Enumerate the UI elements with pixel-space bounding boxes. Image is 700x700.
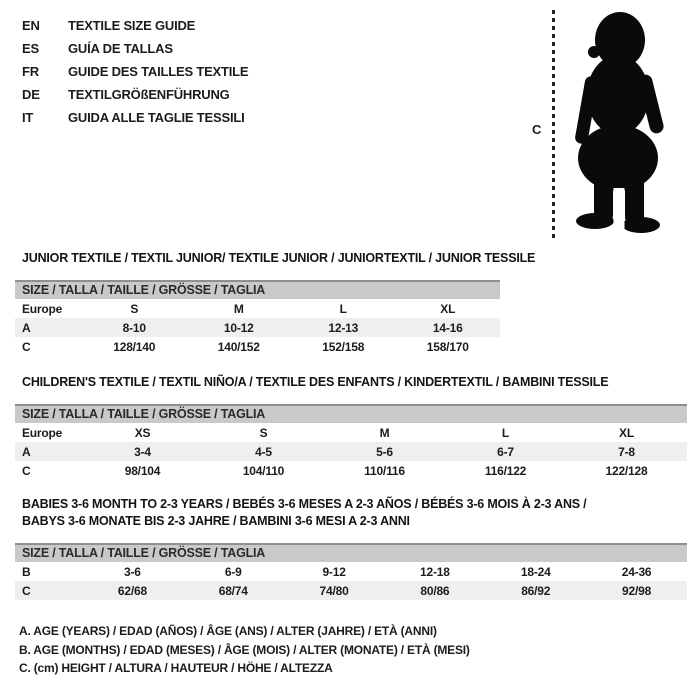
size-cell: 9-12 — [322, 564, 346, 579]
table-row — [15, 442, 687, 461]
size-cell: XL — [619, 425, 634, 440]
language-row — [22, 60, 248, 83]
table-row — [15, 318, 500, 337]
height-dotted-line-icon — [552, 10, 555, 242]
language-title: GUIDE DES TAILLES TEXTILE — [68, 64, 249, 79]
size-cell: S — [259, 425, 268, 440]
size-cell: 6-9 — [224, 564, 242, 579]
language-code: FR — [22, 64, 39, 79]
size-table — [15, 423, 687, 480]
size-cell: S — [130, 301, 139, 316]
size-cell: 80/86 — [420, 583, 450, 598]
size-section — [15, 250, 536, 356]
size-cell: M — [233, 301, 244, 316]
size-cell: 116/122 — [484, 463, 527, 478]
row-label: B — [22, 564, 31, 579]
language-code: ES — [22, 41, 39, 56]
size-cell: 122/128 — [605, 463, 648, 478]
size-cell: 158/170 — [426, 339, 469, 354]
size-cell: 128/140 — [113, 339, 156, 354]
size-cell: 74/80 — [319, 583, 349, 598]
size-cell: 62/68 — [117, 583, 147, 598]
language-title: GUIDA ALLE TAGLIE TESSILI — [68, 110, 245, 125]
size-section — [15, 496, 687, 600]
section-title-line2: BABYS 3-6 MONATE BIS 2-3 JAHRE / BAMBINI 3-6 MESI A 2-3 ANNI — [22, 514, 410, 528]
language-row — [22, 14, 248, 37]
size-cell: 10-12 — [223, 320, 254, 335]
size-cell: 4-5 — [255, 444, 272, 459]
language-title: TEXTILE SIZE GUIDE — [68, 18, 196, 33]
section-title: BABIES 3-6 MONTH TO 2-3 YEARS / BEBÉS 3-6 MESES A 2-3 AÑOS / BÉBÉS 3-6 MOIS À 2-3 ANS / — [22, 497, 587, 511]
size-cell: XS — [134, 425, 151, 440]
size-cell: 98/104 — [124, 463, 161, 478]
language-title: TEXTILGRÖßENFÜHRUNG — [68, 87, 230, 102]
table-row — [15, 423, 687, 442]
size-table — [15, 562, 687, 600]
size-cell: 12-13 — [328, 320, 359, 335]
size-section — [15, 374, 687, 480]
size-cell: 92/98 — [622, 583, 652, 598]
size-cell: 24-36 — [621, 564, 652, 579]
baby-silhouette-icon — [562, 10, 674, 235]
size-cell: 104/110 — [242, 463, 285, 478]
size-header-bar: SIZE / TALLA / TAILLE / GRÖSSE / TAGLIA — [15, 404, 687, 423]
language-code: DE — [22, 87, 40, 102]
language-row — [22, 83, 248, 106]
size-cell: 68/74 — [218, 583, 248, 598]
size-cell: 6-7 — [497, 444, 514, 459]
table-row — [15, 461, 687, 480]
table-row — [15, 299, 500, 318]
size-cell: 140/152 — [217, 339, 260, 354]
size-table — [15, 299, 500, 356]
size-cell: 3-4 — [134, 444, 151, 459]
section-title: CHILDREN'S TEXTILE / TEXTIL NIÑO/A / TEXTILE DES ENFANTS / KINDERTEXTIL / BAMBINI TESSILE — [22, 375, 609, 389]
size-cell: 7-8 — [618, 444, 635, 459]
table-row — [15, 337, 500, 356]
size-cell: XL — [440, 301, 456, 316]
language-row — [22, 37, 248, 60]
legend-line: A. AGE (YEARS) / EDAD (AÑOS) / ÂGE (ANS) / ALTER (JAHRE) / ETÀ (ANNI) — [19, 624, 437, 638]
legend-line: B. AGE (MONTHS) / EDAD (MESES) / ÂGE (MOIS) / ALTER (MONATE) / ETÀ (MESI) — [19, 642, 470, 657]
section-title: JUNIOR TEXTILE / TEXTIL JUNIOR/ TEXTILE JUNIOR / JUNIORTEXTIL / JUNIOR TESSILE — [22, 251, 536, 265]
table-row — [15, 581, 687, 600]
row-label: C — [22, 463, 31, 478]
size-cell: L — [501, 425, 510, 440]
legend — [19, 622, 470, 678]
row-label: C — [22, 339, 31, 354]
row-label: C — [22, 583, 31, 598]
language-row — [22, 106, 248, 129]
language-code: IT — [22, 110, 34, 125]
language-list — [22, 14, 248, 129]
row-label: A — [22, 320, 31, 335]
size-header-bar: SIZE / TALLA / TAILLE / GRÖSSE / TAGLIA — [15, 280, 500, 299]
size-cell: 8-10 — [122, 320, 146, 335]
size-cell: 3-6 — [124, 564, 141, 579]
size-cell: 14-16 — [432, 320, 463, 335]
legend-line: C. (cm) HEIGHT / ALTURA / HAUTEUR / HÖHE / ALTEZZA — [19, 661, 333, 675]
size-cell: 12-18 — [420, 564, 450, 579]
size-cell: M — [379, 425, 390, 440]
size-cell: 86/92 — [521, 583, 551, 598]
language-code: EN — [22, 18, 40, 33]
table-row — [15, 562, 687, 581]
row-label: Europe — [22, 301, 63, 316]
row-label: A — [22, 444, 31, 459]
size-cell: 5-6 — [376, 444, 393, 459]
size-cell: 110/116 — [364, 463, 405, 478]
figure-height-label: C — [532, 122, 542, 137]
row-label: Europe — [22, 425, 63, 440]
size-cell: 18-24 — [520, 564, 551, 579]
figure-area — [520, 0, 700, 250]
size-cell: L — [339, 301, 347, 316]
size-cell: 152/158 — [322, 339, 365, 354]
language-title: GUÍA DE TALLAS — [68, 41, 173, 56]
size-header-bar: SIZE / TALLA / TAILLE / GRÖSSE / TAGLIA — [15, 543, 687, 562]
